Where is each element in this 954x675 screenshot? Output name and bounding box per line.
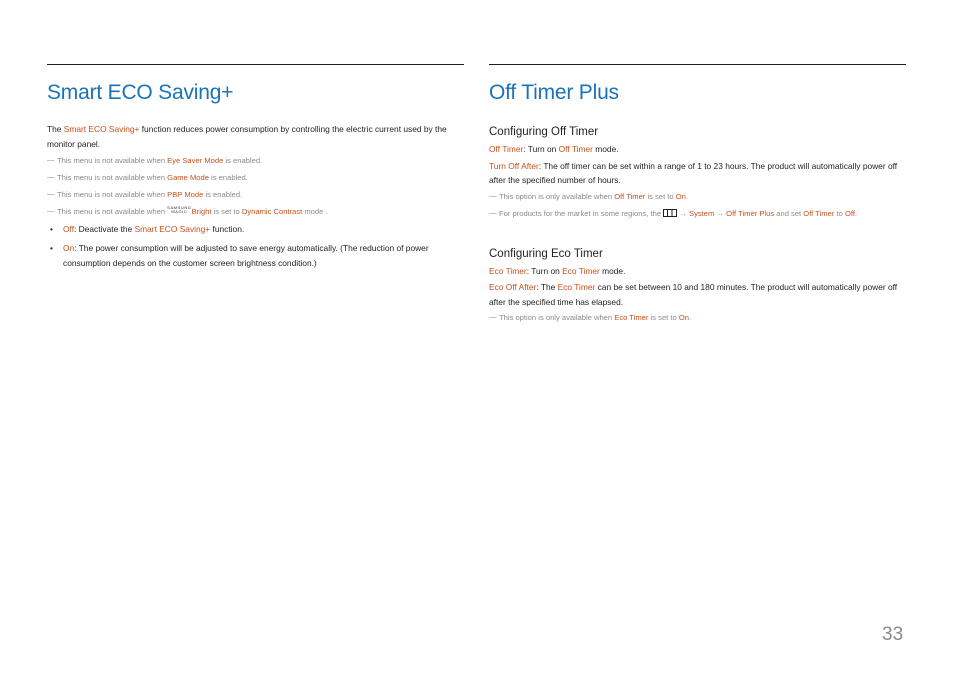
left-column (47, 64, 464, 271)
dash-icon: ― (47, 206, 55, 215)
menu-icon (663, 209, 677, 217)
note: ― This menu is not available when Game Mode is enabled. (47, 172, 248, 182)
intro-paragraph: The Smart ECO Saving+ function reduces power consumption by controlling the electric current used by the monitor panel. (47, 124, 447, 149)
dash-icon: ― (47, 155, 55, 164)
dash-icon: ― (47, 172, 55, 181)
dash-icon: ― (489, 190, 497, 200)
section-title: Off Timer Plus (489, 81, 619, 104)
right-column (489, 64, 906, 324)
section-divider (47, 64, 464, 65)
dash-icon: ― (489, 207, 497, 217)
bullet-item: • Off: Deactivate the Smart ECO Saving+ function. (47, 222, 464, 237)
note: ― For products for the market in some regions, the → System → Off Timer Plus and set Off Timer to Off. (489, 207, 858, 218)
note: ― This menu is not available when Eye Saver Mode is enabled. (47, 155, 263, 165)
note: ― This option is only available when Off Timer is set to On. (489, 190, 688, 201)
paragraph: Off Timer: Turn on Off Timer mode. (489, 144, 619, 154)
notes-list (47, 154, 464, 218)
dash-icon: ― (47, 189, 55, 198)
subsection-heading: Configuring Off Timer (489, 126, 599, 138)
note: ― This option is only available when Eco Timer is set to On. (489, 312, 692, 322)
bullet-icon: • (50, 224, 53, 234)
samsung-magic-logo-icon: SAMSUNG MAGIC (167, 205, 192, 214)
note: ― This menu is not available when SAMSUNG MAGIC Bright is set to Dynamic Contrast mode . (47, 205, 328, 216)
paragraph: Eco Off After: The Eco Timer can be set between 10 and 180 minutes. The product will automatically power off after the specified time has elapsed. (489, 282, 898, 307)
paragraph: Eco Timer: Turn on Eco Timer mode. (489, 265, 626, 276)
bullet-list (47, 222, 464, 271)
paragraph: Turn Off After: The off timer can be set within a range of 1 to 23 hours. The product will automatically power off after the specified number of hours. (489, 160, 898, 185)
subsection-heading: Configuring Eco Timer (489, 247, 603, 260)
note: ― This menu is not available when PBP Mode is enabled. (47, 189, 243, 199)
dash-icon: ― (489, 312, 497, 321)
section-divider (489, 64, 906, 65)
section-title: Smart ECO Saving+ (47, 81, 234, 104)
bullet-icon: • (50, 243, 53, 253)
bullet-item: • On: The power consumption will be adjusted to save energy automatically. (The reduction of power consumption depends on the customer screen brightness condition.) (50, 243, 429, 268)
page-number: 33 (882, 624, 904, 645)
